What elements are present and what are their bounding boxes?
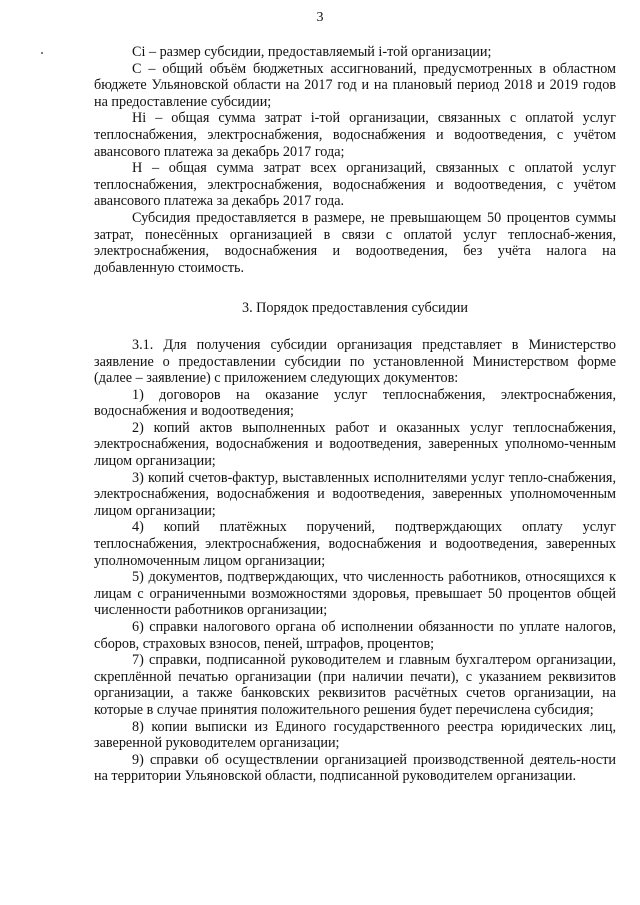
list-item: 7) справки, подписанной руководителем и главным бухгалтером организации, скреплённой печатью организации (при наличии печати), с указанием реквизитов организации, а также банковских реквизитов расчётных счетов организации, на которые в случае принятия положительного решения будет перечислена субсидия; — [94, 652, 616, 718]
list-item: 4) копий платёжных поручений, подтверждающих оплату услуг теплоснабжения, электроснабжения, водоснабжения и водоотведения, заверенных уполномоченным лицом организации; — [94, 519, 616, 569]
page-number: 3 — [316, 10, 324, 25]
list-item: 5) документов, подтверждающих, что численность работников, относящихся к лицам с ограниченными возможностями здоровья, превышает 50 процентов общей численности работников организации; — [94, 569, 616, 619]
list-item: 2) копий актов выполненных работ и оказанных услуг теплоснабжения, электроснабжения, водоснабжения и водоотведения, заверенных уполномо-ченным лицом организации; — [94, 419, 616, 470]
definition-h: H – общая сумма затрат всех организаций, связанных с оплатой услуг теплоснабжения, электроснабжения, водоснабжения и водоотведения, с учётом авансового платежа за декабрь 2017 года. — [94, 160, 616, 210]
section-intro: 3.1. Для получения субсидии организация представляет в Министерство заявление о предоставлении субсидии по установленной Министерством форме (далее – заявление) с приложением следующих документов: — [94, 336, 616, 387]
subsidy-limit-paragraph: Субсидия предоставляется в размере, не превышающем 50 процентов суммы затрат, понесённых организацией в связи с оплатой услуг теплоснаб-жения, электроснабжения, водоснабжения и водоотведения, без учёта налога на добавленную стоимость. — [94, 209, 616, 276]
definition-hi: Hi – общая сумма затрат i-той организации, связанных с оплатой услуг теплоснабжения, электроснабжения, водоснабжения и водоотведения, с учётом авансового платежа за декабрь 2017 года; — [94, 110, 616, 160]
document-body — [94, 44, 616, 785]
list-item: 3) копий счетов-фактур, выставленных исполнителями услуг тепло-снабжения, электроснабжения, водоснабжения и водоотведения, заверенных уполномоченным лицом организации; — [94, 469, 616, 519]
list-item: 8) копии выписки из Единого государственного реестра юридических лиц, заверенной руководителем организации; — [94, 718, 616, 752]
scan-speck — [41, 52, 43, 54]
list-item: 6) справки налогового органа об исполнении обязанности по уплате налогов, сборов, страховых взносов, пеней, штрафов, процентов; — [94, 619, 616, 652]
section-heading: 3. Порядок предоставления субсидии — [241, 300, 468, 317]
list-item: 1) договоров на оказание услуг теплоснабжения, электроснабжения, водоснабжения и водоотведения; — [94, 386, 616, 420]
list-item: 9) справки об осуществлении организацией производственной деятель-ности на территории Ульяновской области, подписанной руководителем организации. — [94, 751, 616, 785]
definition-c: C – общий объём бюджетных ассигнований, предусмотренных в областном бюджете Ульяновской области на 2017 год и на плановый период 2018 и 2019 годов на предоставление субсидии; — [94, 60, 616, 110]
definition-ci: Ci – размер субсидии, предоставляемый i-той организации; — [132, 44, 492, 60]
